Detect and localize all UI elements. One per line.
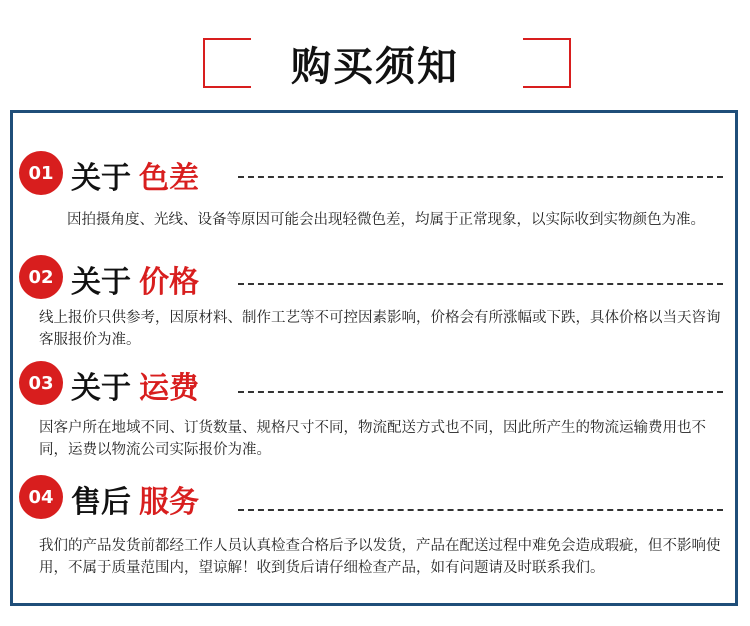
section-heading-accent: 运费: [139, 371, 199, 406]
section-heading: [71, 153, 199, 197]
notice-panel: [10, 110, 738, 606]
section-price: [13, 255, 735, 355]
section-heading: [71, 257, 199, 301]
dashed-divider: [238, 509, 723, 511]
section-heading: [71, 363, 199, 407]
dashed-divider: [238, 391, 723, 393]
header: [0, 0, 750, 110]
section-body-text: 我们的产品发货前都经工作人员认真检查合格后予以发货，产品在配送过程中难免会造成瑕疵，但不影响使用，不属于质量范围内，望谅解！收到货后请仔细检查产品，如有问题请及时联系我们。: [39, 538, 721, 576]
section-body-text: 因客户所在地域不同、订货数量、规格尺寸不同，物流配送方式也不同，因此所产生的物流运输费用也不同，运费以物流公司实际报价为准。: [39, 420, 706, 458]
section-number-badge: 01: [19, 151, 63, 195]
section-body-text: 线上报价只供参考，因原材料、制作工艺等不可控因素影响，价格会有所涨幅或下跌，具体价格以当天咨询客服报价为准。: [39, 310, 721, 348]
section-body-text: 因拍摄角度、光线、设备等原因可能会出现轻微色差，均属于正常现象，以实际收到实物颜色为准。: [67, 212, 705, 228]
section-number-badge: 03: [19, 361, 63, 405]
section-shipping: [13, 361, 735, 461]
section-after-sales: [13, 475, 735, 585]
section-heading-accent: 色差: [139, 161, 199, 196]
dashed-divider: [238, 283, 723, 285]
section-heading-accent: 价格: [139, 265, 199, 300]
section-color-difference: [13, 151, 735, 241]
section-heading-label: 关于: [71, 161, 131, 196]
section-heading-label: 售后: [71, 485, 131, 520]
section-number-badge: 02: [19, 255, 63, 299]
section-heading-label: 关于: [71, 265, 131, 300]
section-heading-accent: 服务: [139, 485, 199, 520]
section-heading-label: 关于: [71, 371, 131, 406]
dashed-divider: [238, 176, 723, 178]
page-title: 购买须知: [291, 44, 459, 90]
section-heading: [71, 477, 199, 521]
section-number-badge: 04: [19, 475, 63, 519]
